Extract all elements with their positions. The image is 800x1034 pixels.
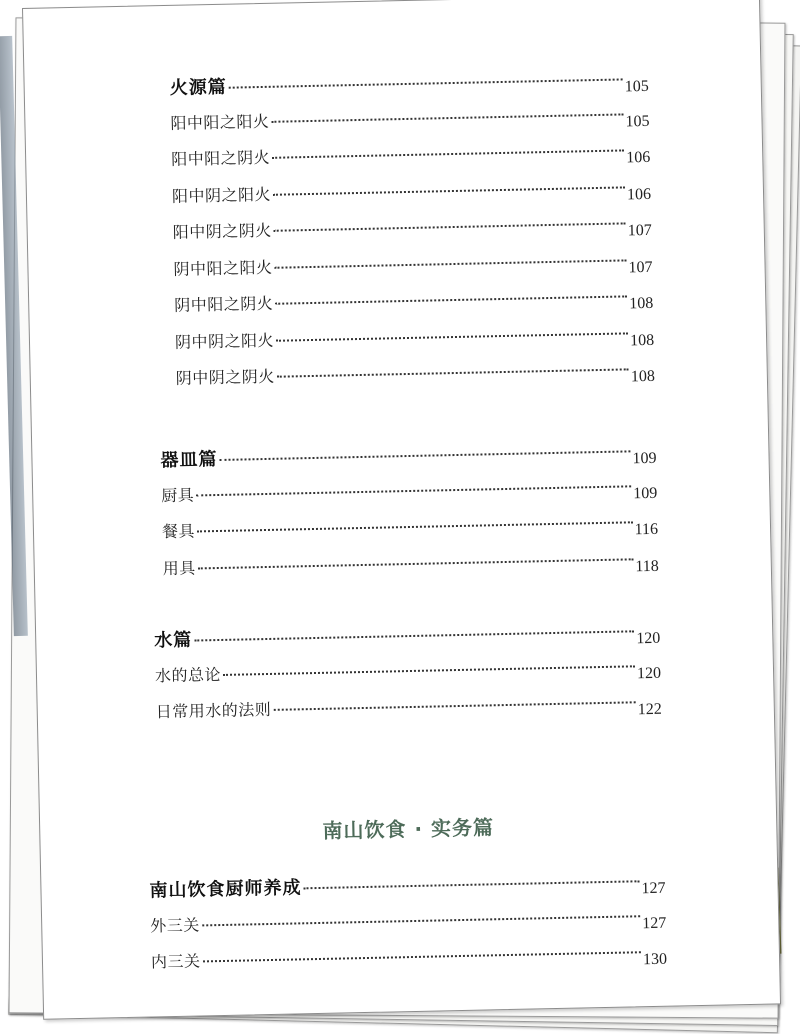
leader-dots xyxy=(274,259,626,268)
toc-entry-label: 外三关 xyxy=(150,914,200,936)
leader-dots xyxy=(202,915,640,926)
leader-dots xyxy=(194,630,634,641)
toc-entry-label: 日常用水的法则 xyxy=(155,699,272,722)
leader-dots xyxy=(223,665,635,676)
leader-dots xyxy=(274,222,626,231)
toc-page-number: 127 xyxy=(642,914,667,932)
leader-dots xyxy=(196,485,631,496)
toc-heading-label: 火源篇 xyxy=(169,76,227,99)
toc-entry-label: 阳中阳之阳火 xyxy=(170,111,270,133)
toc-entry-label: 水的总论 xyxy=(154,664,222,685)
leader-dots xyxy=(277,368,629,377)
toc-entry-label: 餐具 xyxy=(161,521,196,542)
toc-heading-label: 水篇 xyxy=(154,629,193,652)
toc-heading-label: 南山饮食厨师养成 xyxy=(149,877,302,902)
leader-dots xyxy=(303,880,639,889)
toc-entry-label: 阴中阴之阳火 xyxy=(174,330,275,352)
toc-entry-label: 阴中阳之阳火 xyxy=(173,257,273,279)
toc-section-utensils xyxy=(32,433,771,594)
toc-page-number: 108 xyxy=(629,331,655,349)
leader-dots xyxy=(203,951,641,962)
toc-page-number: 127 xyxy=(641,879,666,898)
toc-page-number: 107 xyxy=(628,258,653,276)
toc-section-water xyxy=(36,613,774,738)
leader-dots xyxy=(219,450,630,461)
toc-page-number: 109 xyxy=(632,449,657,468)
toc-entry-label: 阳中阴之阴火 xyxy=(172,220,272,242)
toc-page-number: 118 xyxy=(635,557,659,575)
toc-entry-label: 内三关 xyxy=(150,951,201,972)
toc-entry-label: 阳中阳之阴火 xyxy=(171,147,271,169)
toc-entry-label: 厨具 xyxy=(161,485,195,505)
toc-page-number: 106 xyxy=(626,148,651,167)
toc-page-number: 108 xyxy=(630,367,656,386)
leader-dots xyxy=(197,521,633,532)
leader-dots xyxy=(276,332,628,341)
toc-page-number: 116 xyxy=(634,520,659,539)
part-title: 南山饮食 · 实务篇 xyxy=(322,815,495,843)
toc-page-number: 122 xyxy=(637,700,663,719)
toc-page-number: 120 xyxy=(636,664,662,682)
leader-dots xyxy=(275,295,627,304)
toc-page-number: 106 xyxy=(626,185,652,203)
toc-heading-label: 器皿篇 xyxy=(160,449,218,472)
toc-page-number: 130 xyxy=(642,950,668,969)
toc-section-chef-training xyxy=(41,863,779,988)
toc-page-number: 107 xyxy=(627,221,652,240)
toc-page-number: 120 xyxy=(636,629,661,648)
leader-dots xyxy=(229,78,623,88)
leader-dots xyxy=(273,186,625,195)
toc-page-number: 109 xyxy=(633,484,658,502)
toc-entry-label: 用具 xyxy=(162,557,196,578)
leader-dots xyxy=(272,149,624,158)
toc-section-fire xyxy=(24,62,767,406)
leader-dots xyxy=(198,558,634,569)
toc-entry-label: 阴中阴之阴火 xyxy=(175,366,275,388)
leader-dots xyxy=(271,113,623,122)
leader-dots xyxy=(273,701,635,711)
toc-page xyxy=(22,0,781,1020)
toc-entry-label: 阴中阳之阴火 xyxy=(174,293,274,315)
toc-page-number: 108 xyxy=(629,294,654,313)
toc-entry-label: 阳中阴之阳火 xyxy=(171,184,272,206)
toc-page-number: 105 xyxy=(625,112,650,130)
toc-page-number: 105 xyxy=(624,77,649,96)
